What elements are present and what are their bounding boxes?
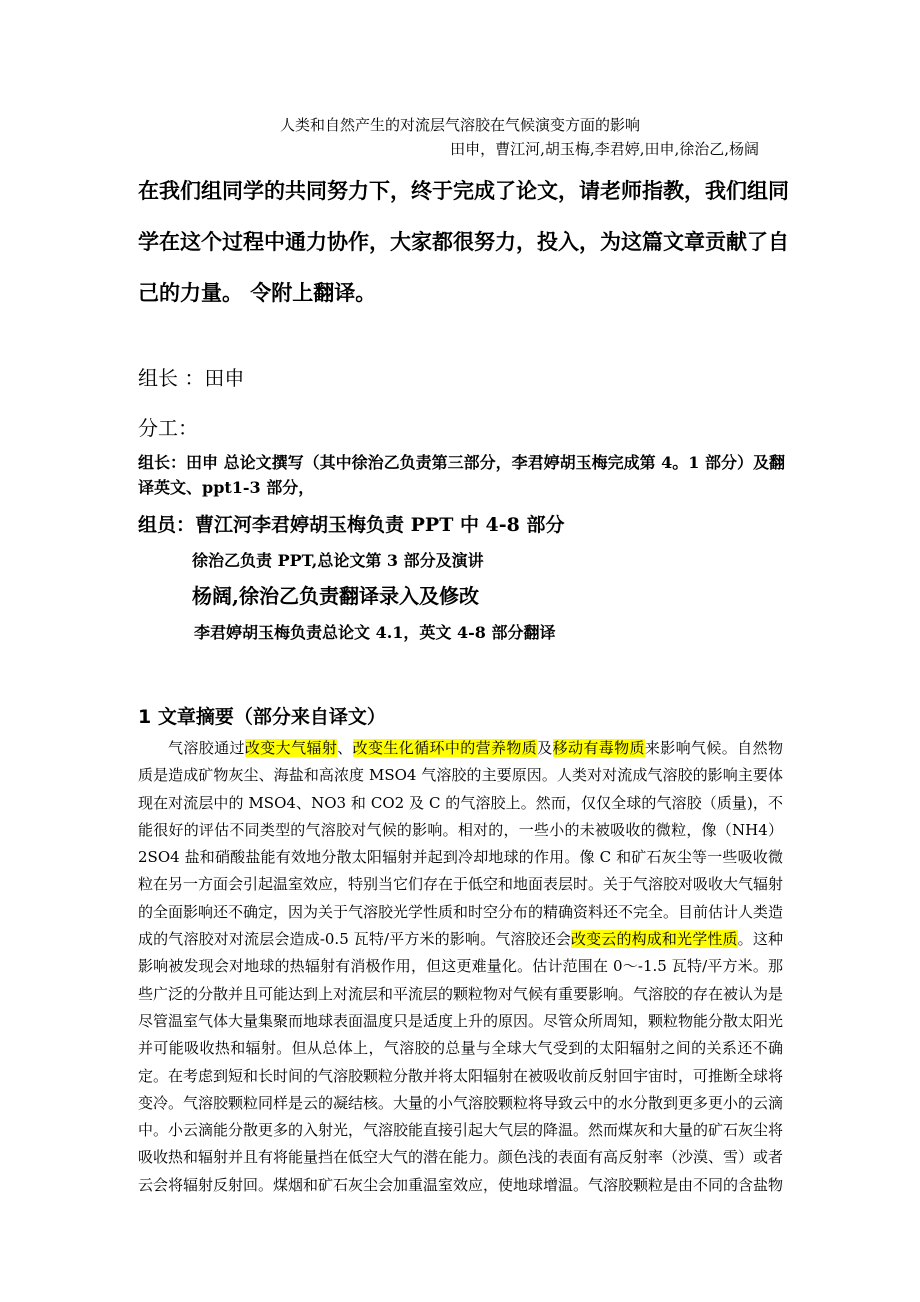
highlight-text: 改变生化循环中的营养物质 (352, 739, 538, 757)
intro-paragraph: 在我们组同学的共同努力下，终于完成了论文，请老师指教，我们组同学在这个过程中通力协作，大家都很努力，投入，为这篇文章贡献了自己的力量。 令附上翻译。 (138, 179, 789, 305)
author-list: 田申，曹江河,胡玉梅,李君婷,田申,徐治乙,杨阔 (450, 140, 759, 158)
task-line-3: 李君婷胡玉梅负责总论文 4.1，英文 4-8 部分翻译 (194, 623, 556, 642)
abstract-text: 。这种影响被发现会对地球的热辐射有消极作用，但这更难量化。估计范围在 0～-1.5 瓦特/平方米。那些广泛的分散并且可能达到上对流层和平流层的颗粒物对气候有重要影响。气溶胶的存在被认为是尽管温室气体大量集聚而地球表面温度只是适度上升的原因。尽管众所周知，颗粒物能分散太阳光并可能吸收热和辐射。但从总体上，气溶胶的总量与全球大气受到的太阳辐射之间的关系还不确定。在考虑到短和长时间的气溶胶颗粒分散并将太阳辐射在被吸收前反射回宇宙时，可推断全球将变冷。气溶胶颗粒同样是云的凝结核。大量的小气溶胶颗粒将导致云中的水分散到更多更小的云滴中。小云滴能分散更多的入射光，气溶胶能直接引起大气层的降温。然而煤灰和大量的矿石灰尘将吸收热和辐射并且有将能量挡在低空大气的潜在能力。颜色浅的表面有高反射率（沙漠、雪）或者云会将辐射反射回。煤烟和矿石灰尘会加重温室效应，使地球增温。气溶胶颗粒是由不同的含盐物 (138, 930, 784, 1194)
abstract-text: 及 (537, 739, 553, 757)
group-leader: 组长 ：田申 (138, 366, 245, 390)
highlight-text: 移动有毒物质 (552, 739, 645, 757)
section-heading: 1 文章摘要（部分来自译文） (138, 706, 386, 728)
highlight-text: 改变大气辐射 (244, 739, 338, 757)
task-line-1: 徐治乙负责 PPT,总论文第 3 部分及演讲 (192, 551, 484, 570)
abstract-text: 气溶胶通过 (168, 739, 245, 757)
leader-task: 组长：田申 总论文撰写（其中徐治乙负责第三部分，李君婷胡玉梅完成第 4。1 部分）及翻译英文、ppt1-3 部分， (138, 453, 785, 497)
document-title: 人类和自然产生的对流层气溶胶在气候演变方面的影响 (279, 116, 640, 134)
abstract-paragraph (138, 735, 783, 1199)
members-line: 组员：曹江河李君婷胡玉梅负责 PPT 中 4-8 部分 (138, 514, 565, 536)
abstract-text: 来影响气候。自然物质是造成矿物灰尘、海盐和高浓度 MSO4 气溶胶的主要原因。人类对对流成气溶胶的影响主要体现在对流层中的 MSO4、NO3 和 CO2 及 C 的气溶胶上。然而，仅仅全球的气溶胶（质量)，不能很好的评估不同类型的气溶胶对气候的影响。相对的，一些小的未被吸收的微粒，像（NH4）2SO4 盐和硝酸盐能有效地分散太阳辐射并起到冷却地球的作用。像 C 和矿石灰尘等一些吸收微粒在另一方面会引起温室效应，特别当它们存在于低空和地面表层时。关于气溶胶对吸收大气辐射的全面影响还不确定，因为关于气溶胶光学性质和时空分布的精确资料还不完全。目前估计人类造成的气溶胶对对流层会造成-0.5 瓦特/平方米的影响。气溶胶还会 (138, 739, 784, 949)
highlight-text: 改变云的构成和光学性质 (571, 930, 738, 949)
abstract-text: 、 (337, 739, 353, 757)
task-line-2: 杨阔,徐治乙负责翻译录入及修改 (192, 584, 479, 608)
division-label: 分工： (138, 416, 198, 440)
